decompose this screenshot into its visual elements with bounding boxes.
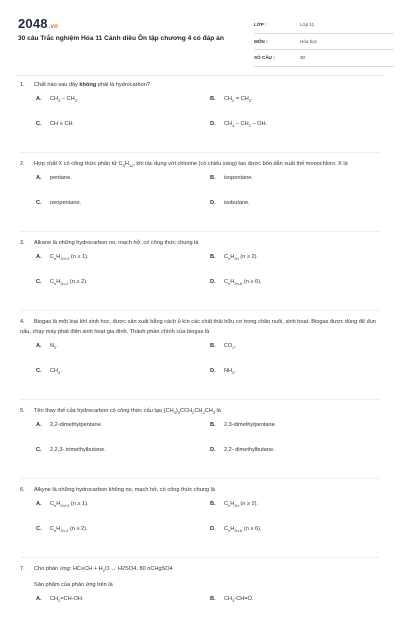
option-text: $C_nH_{2n-6}$ (n ≥ 6). bbox=[224, 526, 262, 534]
option-text: CH ≡ CH. bbox=[50, 121, 75, 127]
answer-option-c[interactable] bbox=[36, 121, 74, 127]
answer-row bbox=[20, 254, 380, 279]
option-text: $C_nH_{2n+2}$ (n ≥ 1). bbox=[50, 254, 89, 262]
answer-row bbox=[20, 96, 380, 121]
answer-option-d[interactable] bbox=[210, 368, 236, 374]
option-label: D. bbox=[210, 200, 216, 206]
answer-option-b[interactable] bbox=[210, 96, 253, 102]
option-label: C. bbox=[36, 200, 42, 206]
answer-row bbox=[20, 447, 380, 472]
answer-option-c[interactable] bbox=[36, 279, 88, 285]
question-text bbox=[20, 238, 380, 248]
logo-text: 2048 bbox=[18, 16, 48, 31]
question-number: 6. bbox=[20, 487, 25, 493]
option-text: $CH_3 - CH_3$. bbox=[50, 96, 79, 104]
option-text: $C_nH_{2n-2}$ (n ≥ 2). bbox=[50, 526, 88, 534]
option-label: A. bbox=[36, 422, 42, 428]
question-number: 4. bbox=[20, 319, 25, 325]
question-item bbox=[20, 310, 380, 393]
answer-option-d[interactable] bbox=[210, 526, 262, 532]
answer-options bbox=[20, 254, 380, 304]
question-text bbox=[20, 317, 380, 337]
option-label: D. bbox=[210, 121, 216, 127]
option-text: 2,2- dimethylbutane. bbox=[224, 447, 275, 453]
option-label: B. bbox=[210, 422, 216, 428]
answer-option-b[interactable] bbox=[210, 501, 258, 507]
document-meta bbox=[254, 20, 394, 70]
meta-row bbox=[254, 37, 394, 51]
question-number: 2. bbox=[20, 161, 25, 167]
option-label: B. bbox=[210, 175, 216, 181]
logo-suffix: .vn bbox=[48, 24, 59, 30]
question-number: 7. bbox=[20, 566, 25, 572]
option-label: D. bbox=[210, 526, 216, 532]
option-text: $C_nH_{2n-6}$ (n ≥ 6). bbox=[224, 279, 262, 287]
answer-option-c[interactable] bbox=[36, 200, 81, 206]
option-label: B. bbox=[210, 501, 216, 507]
option-label: D. bbox=[210, 368, 216, 374]
document-header bbox=[16, 10, 384, 72]
question-body: Hợp chất X có công thức phân tử $C_5H_{12}$, khi tác dụng với chlorine (có chiếu sáng) tạo được bốn dẫn xuất thế monochloro. X là bbox=[34, 161, 348, 169]
answer-option-d[interactable] bbox=[210, 279, 262, 285]
option-label: A. bbox=[36, 254, 42, 260]
option-label: B. bbox=[210, 96, 216, 102]
question-body: Cho phản ứng: $HC\equiv CH + H_2O \to H2SO4$, 80 oCHgSO4 bbox=[34, 566, 173, 574]
option-label: C. bbox=[36, 526, 42, 532]
answer-row bbox=[20, 343, 380, 368]
option-text: $CH_2 = CH_2$. bbox=[224, 96, 253, 104]
option-text: $CH_4$. bbox=[50, 368, 62, 376]
option-text: 2,2,3- trimethylbutane. bbox=[50, 447, 106, 453]
option-text: 2,3-dimethylpentane. bbox=[224, 422, 277, 428]
answer-option-a[interactable] bbox=[36, 175, 72, 181]
question-item bbox=[20, 478, 380, 551]
site-logo[interactable] bbox=[18, 16, 58, 31]
option-label: D. bbox=[210, 279, 216, 285]
question-item bbox=[20, 80, 380, 146]
document-title: 30 câu Trắc nghiệm Hóa 11 Cánh diều Ôn tập chương 4 có đáp án bbox=[18, 35, 224, 42]
question-body: Chất nào sau đây không phải là hydrocarbon? bbox=[34, 82, 150, 88]
question-body: Biogas là một loại khí sinh học, được sản xuất bằng cách ủ kín các chất thải hữu cơ trong chăn nuôi, sinh hoạt. Biogas được dùng để đun nấu, chạy máy phát điện sinh hoạt gia đình. Thành phần chính của biogas là bbox=[20, 319, 376, 335]
question-text bbox=[20, 159, 380, 169]
option-label: A. bbox=[36, 343, 42, 349]
option-text: isobutane. bbox=[224, 200, 250, 206]
answer-option-d[interactable] bbox=[210, 200, 250, 206]
meta-value: Lớp 11 bbox=[300, 22, 315, 27]
answer-row bbox=[20, 526, 380, 551]
answer-options bbox=[20, 175, 380, 225]
answer-options bbox=[20, 501, 380, 551]
question-item bbox=[20, 231, 380, 304]
option-text: $N_2$. bbox=[50, 343, 58, 351]
question-text bbox=[20, 564, 380, 574]
option-text: isopentane. bbox=[224, 175, 253, 181]
answer-row bbox=[20, 368, 380, 393]
question-body: Alkane là những hydrocarbon no, mạch hở, có công thức chung là bbox=[34, 240, 199, 246]
option-text: $CO_2$. bbox=[224, 343, 237, 351]
answer-option-a[interactable] bbox=[36, 254, 89, 260]
answer-option-c[interactable] bbox=[36, 447, 106, 453]
option-text: $C_nH_{2n-2}$ (n ≥ 2). bbox=[50, 279, 88, 287]
option-label: A. bbox=[36, 175, 42, 181]
option-label: C. bbox=[36, 368, 42, 374]
question-list bbox=[20, 80, 380, 627]
option-text: $C_nH_{2n}$ (n ≥ 2). bbox=[224, 501, 259, 509]
option-label: A. bbox=[36, 596, 42, 602]
question-text bbox=[20, 80, 380, 90]
question-number: 5. bbox=[20, 408, 25, 414]
option-text: neopentane. bbox=[50, 200, 82, 206]
answer-row bbox=[20, 279, 380, 304]
meta-key: MÔN : bbox=[254, 38, 268, 44]
option-text: 2,2-dimethylpentane. bbox=[50, 422, 103, 428]
answer-option-a[interactable] bbox=[36, 501, 89, 507]
answer-row bbox=[20, 501, 380, 526]
answer-option-a[interactable] bbox=[36, 422, 102, 428]
option-label: D. bbox=[210, 447, 216, 453]
meta-key: SỐ CÂU : bbox=[254, 55, 275, 60]
answer-option-b[interactable] bbox=[210, 343, 236, 349]
answer-option-b[interactable] bbox=[210, 254, 258, 260]
answer-options bbox=[20, 96, 380, 146]
option-text: $CH_2=CH-OH$. bbox=[50, 596, 84, 604]
option-text: $C_nH_{2n+2}$ (n ≥ 1). bbox=[50, 501, 89, 509]
answer-row bbox=[20, 175, 380, 200]
answer-option-b[interactable] bbox=[210, 422, 276, 428]
question-subtext-body: Sản phẩm của phản ứng trên là bbox=[34, 582, 113, 588]
question-body: Tên thay thế của hydrocarbon có công thức cấu tạo $(CH_3)_3CCH_2CH_2CH_3$ là bbox=[34, 408, 221, 416]
answer-row bbox=[20, 422, 380, 447]
answer-row bbox=[20, 200, 380, 225]
question-number: 1. bbox=[20, 82, 25, 88]
answer-row bbox=[20, 121, 380, 146]
meta-value: Hóa học bbox=[300, 38, 318, 44]
answer-option-a[interactable] bbox=[36, 596, 83, 602]
question-item bbox=[20, 399, 380, 472]
answer-option-a[interactable] bbox=[36, 96, 78, 102]
option-label: C. bbox=[36, 447, 42, 453]
answer-option-c[interactable] bbox=[36, 526, 88, 532]
answer-option-c[interactable] bbox=[36, 368, 62, 374]
option-label: A. bbox=[36, 501, 42, 507]
answer-option-a[interactable] bbox=[36, 343, 58, 349]
header-divider bbox=[16, 75, 384, 76]
answer-options bbox=[20, 343, 380, 393]
question-item bbox=[20, 152, 380, 225]
option-text: $CH_3 - CH_2$ – OH. bbox=[224, 121, 268, 129]
option-label: A. bbox=[36, 96, 42, 102]
question-text bbox=[20, 485, 380, 495]
option-text: $CH_3-CH=O$. bbox=[224, 596, 254, 604]
meta-key: LỚP : bbox=[254, 22, 267, 27]
question-subtext bbox=[20, 580, 380, 590]
option-label: B. bbox=[210, 343, 216, 349]
answer-option-d[interactable] bbox=[210, 447, 275, 453]
answer-option-d[interactable] bbox=[210, 121, 267, 127]
option-label: C. bbox=[36, 121, 42, 127]
answer-option-b[interactable] bbox=[210, 596, 253, 602]
question-item bbox=[20, 557, 380, 621]
question-number: 3. bbox=[20, 240, 25, 246]
question-text bbox=[20, 406, 380, 416]
answer-option-b[interactable] bbox=[210, 175, 253, 181]
meta-value: 30 bbox=[300, 55, 306, 60]
option-label: C. bbox=[36, 279, 42, 285]
question-body: Alkyne là những hydrocarbon không no, mạch hở, có công thức chung là bbox=[34, 487, 215, 493]
meta-row bbox=[254, 20, 394, 34]
option-label: B. bbox=[210, 254, 216, 260]
option-label: B. bbox=[210, 596, 216, 602]
option-text: $C_nH_{2n}$ (n ≥ 2). bbox=[224, 254, 259, 262]
option-text: $NH_3$. bbox=[224, 368, 236, 376]
meta-row bbox=[254, 53, 394, 67]
option-text: pentane. bbox=[50, 175, 72, 181]
answer-options bbox=[20, 422, 380, 472]
